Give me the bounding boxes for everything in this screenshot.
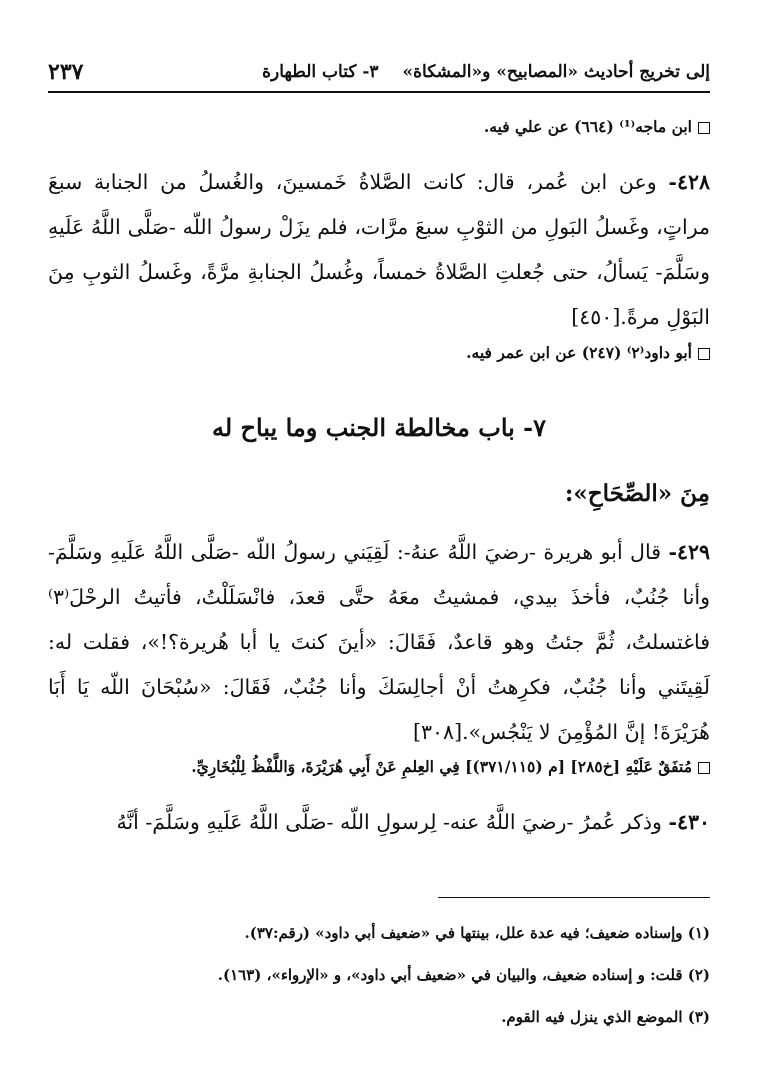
running-title: إلى تخريج أحاديث «المصابيح» و«المشكاة» xyxy=(402,62,710,82)
hadith-text: قال أبو هريرة -رضيَ اللَّهُ عنهُ-: لَقِيَني رسولُ اللّه -صَلَّى اللَّهُ عَلَيهِ وسَلَّمَ- وأنا جُنُبٌ، فأخذَ بيدي، فمشيتُ معَهُ حتَّى قعدَ، فانْسَلَلْتُ، فأتيتُ الرحْلَ⁽٣⁾ فاغتسلتُ، ثُمَّ جئتُ وهو قاعدٌ، فَقَالَ: «أينَ كنتَ يا أبا هُريرة؟!»، فقلت له: لَقِيتَني وأنا جُنُبٌ، فكرِهتُ أنْ أجالِسَكَ وأنا جُنُبٌ، فَقَالَ: «سُبْحَانَ اللّه يَا أَبَا هُرَيْرَةَ! إنَّ المُؤْمِنَ لا يَنْجُس».[٣٠٨] xyxy=(48,540,710,744)
hadith-429 xyxy=(48,530,710,755)
hadith-number: ٤٣٠- xyxy=(668,810,710,834)
chapter-title: ٧- باب مخالطة الجنب وما يباح له xyxy=(211,413,547,442)
reference-line-2 xyxy=(48,342,710,364)
square-bullet-icon xyxy=(698,122,710,134)
hadith-number: ٤٢٩- xyxy=(668,540,710,564)
reference-text: ابن ماجه⁽¹⁾ (٦٦٤) عن علي فيه. xyxy=(483,117,692,136)
footnote-3: (٣) الموضع الذي ينزل فيه القوم. xyxy=(501,1008,710,1026)
reference-text: أبو داود⁽٢⁾ (٢٤٧) عن ابن عمر فيه. xyxy=(466,343,692,362)
page-header xyxy=(48,56,710,88)
footnote-2: (٢) قلت: و إسناده ضعيف، والبيان في «ضعيف أبي داود»، و «الإرواء»، (١٦٣). xyxy=(217,966,710,984)
square-bullet-icon xyxy=(698,348,710,360)
running-chapter: ٣- كتاب الطهارة xyxy=(262,62,379,82)
page-number: ٢٣٧ xyxy=(48,59,84,85)
hadith-430 xyxy=(48,800,710,845)
square-bullet-icon xyxy=(698,762,710,774)
hadith-428 xyxy=(48,160,710,340)
hadith-text: وعن ابن عُمر، قال: كانت الصَّلاةُ خَمسينَ، والغُسلُ من الجنابة سبعَ مراتٍ، وغَسلُ البَولِ من الثوْبِ سبعَ مرَّات، فلم يزَلْ رسولُ اللّه -صَلَّى اللَّهُ عَلَيهِ وسَلَّمَ- يَسألُ، حتى جُعلتِ الصَّلاةُ خمساً، وغُسلُ الجنابةِ مرَّةً، وغَسلُ الثوبِ مِنَ البَوْلِ مرةً.[٤٥٠] xyxy=(48,170,710,329)
reference-line-1 xyxy=(48,116,710,138)
footnote-1: (١) وإسناده ضعيف؛ فيه عدة علل، بينتها في «ضعيف أبي داود» (رقم:٣٧). xyxy=(244,924,710,942)
header-rule xyxy=(48,91,710,93)
reference-text: مُتفَقٌ عَلَيْهِ [خ٢٨٥] [م (٣٧١/١١٥)] فِي العِلمِ عَنْ أَبِي هُرَيْرَةَ، وَاللَّفْظُ لِلْبُخَارِيِّ. xyxy=(191,757,692,776)
hadith-text: وذكر عُمرُ -رضيَ اللَّهُ عنه- لِرسولِ اللّه -صَلَّى اللَّهُ عَلَيهِ وسَلَّمَ- أنَّهُ xyxy=(116,810,662,834)
hadith-number: ٤٢٨- xyxy=(668,170,710,194)
running-header xyxy=(262,62,710,82)
section-heading: مِنَ «الصِّحَاحِ»: xyxy=(564,480,710,507)
footnote-rule xyxy=(438,897,710,898)
reference-line-3 xyxy=(48,756,710,778)
